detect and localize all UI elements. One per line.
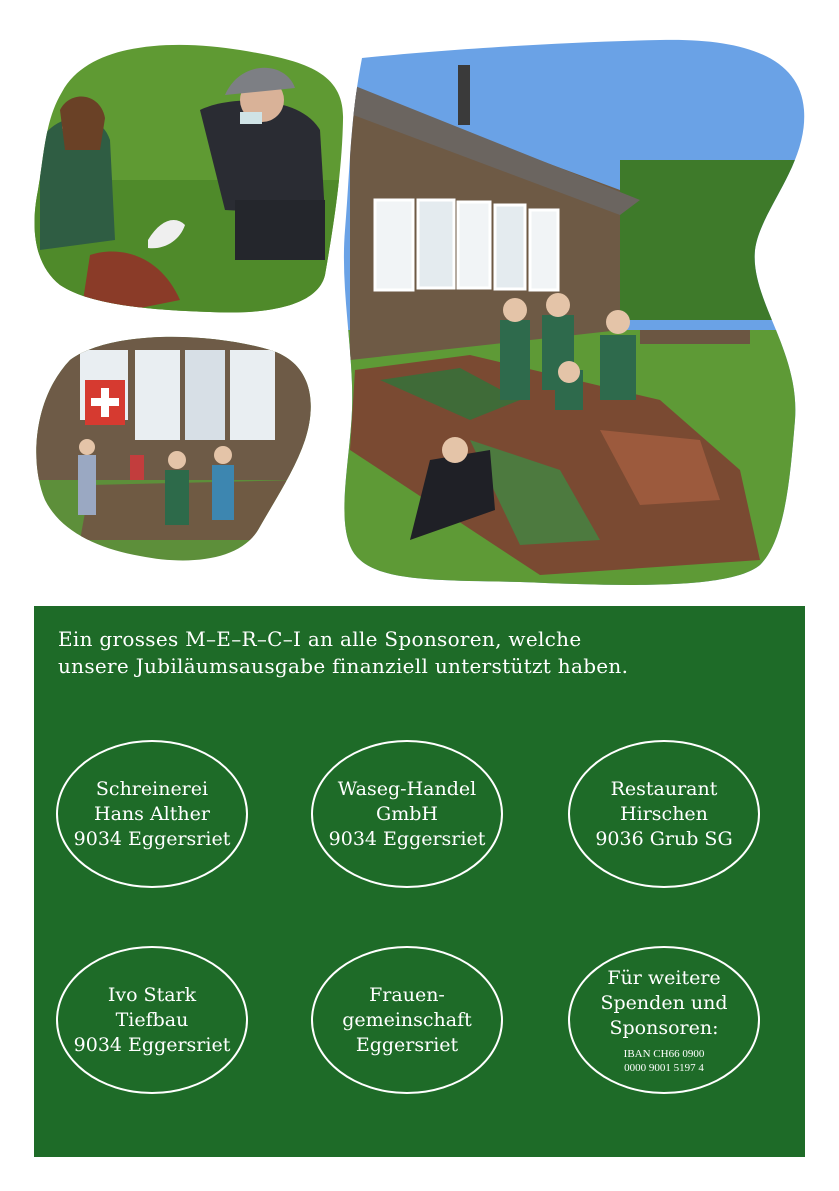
sponsor-line: Hans Alther xyxy=(94,802,210,825)
sponsor-line: Schreinerei xyxy=(95,777,209,800)
sponsor-line: Tiefbau xyxy=(115,1008,189,1031)
sponsor-line: Ivo Stark xyxy=(107,983,197,1006)
sponsor-oval-3 xyxy=(568,740,760,888)
iban-line-1: IBAN CH66 0900 xyxy=(623,1047,705,1060)
sponsor-line: Restaurant xyxy=(610,777,718,800)
sponsor-line: 9034 Eggersriet xyxy=(73,827,231,850)
sponsor-panel xyxy=(34,606,805,1157)
sponsor-line: GmbH xyxy=(376,802,438,825)
sponsor-oval-2 xyxy=(311,740,503,888)
thanks-line-1: Ein grosses M–E–R–C–I an alle Sponsoren, welche xyxy=(58,627,582,651)
sponsor-oval-5 xyxy=(311,946,503,1094)
photo-bottom-left xyxy=(0,320,330,580)
thanks-line-2: unsere Jubiläumsausgabe finanziell unterstützt haben. xyxy=(58,654,629,678)
iban-line-2: 0000 9001 5197 4 xyxy=(624,1061,704,1074)
sponsor-line: 9036 Grub SG xyxy=(595,827,733,850)
sponsor-line: gemeinschaft xyxy=(342,1008,472,1031)
photo-right xyxy=(330,30,830,600)
sponsor-line: 9034 Eggersriet xyxy=(73,1033,231,1056)
sponsor-line: Spenden und xyxy=(600,991,728,1014)
sponsor-line: Eggersriet xyxy=(355,1033,459,1056)
photo-top-left xyxy=(0,0,360,330)
sponsor-line: Frauen- xyxy=(369,983,445,1006)
sponsor-line: Für weitere xyxy=(607,966,721,989)
sponsor-line: Waseg-Handel xyxy=(337,777,477,800)
sponsor-oval-6 xyxy=(568,946,760,1094)
sponsor-line: Hirschen xyxy=(620,802,708,825)
sponsor-oval-4 xyxy=(56,946,248,1094)
sponsor-oval-1 xyxy=(56,740,248,888)
iban-text xyxy=(624,1047,705,1075)
sponsor-line: Sponsoren: xyxy=(609,1016,719,1039)
thanks-message xyxy=(58,626,778,680)
sponsor-line: 9034 Eggersriet xyxy=(328,827,486,850)
